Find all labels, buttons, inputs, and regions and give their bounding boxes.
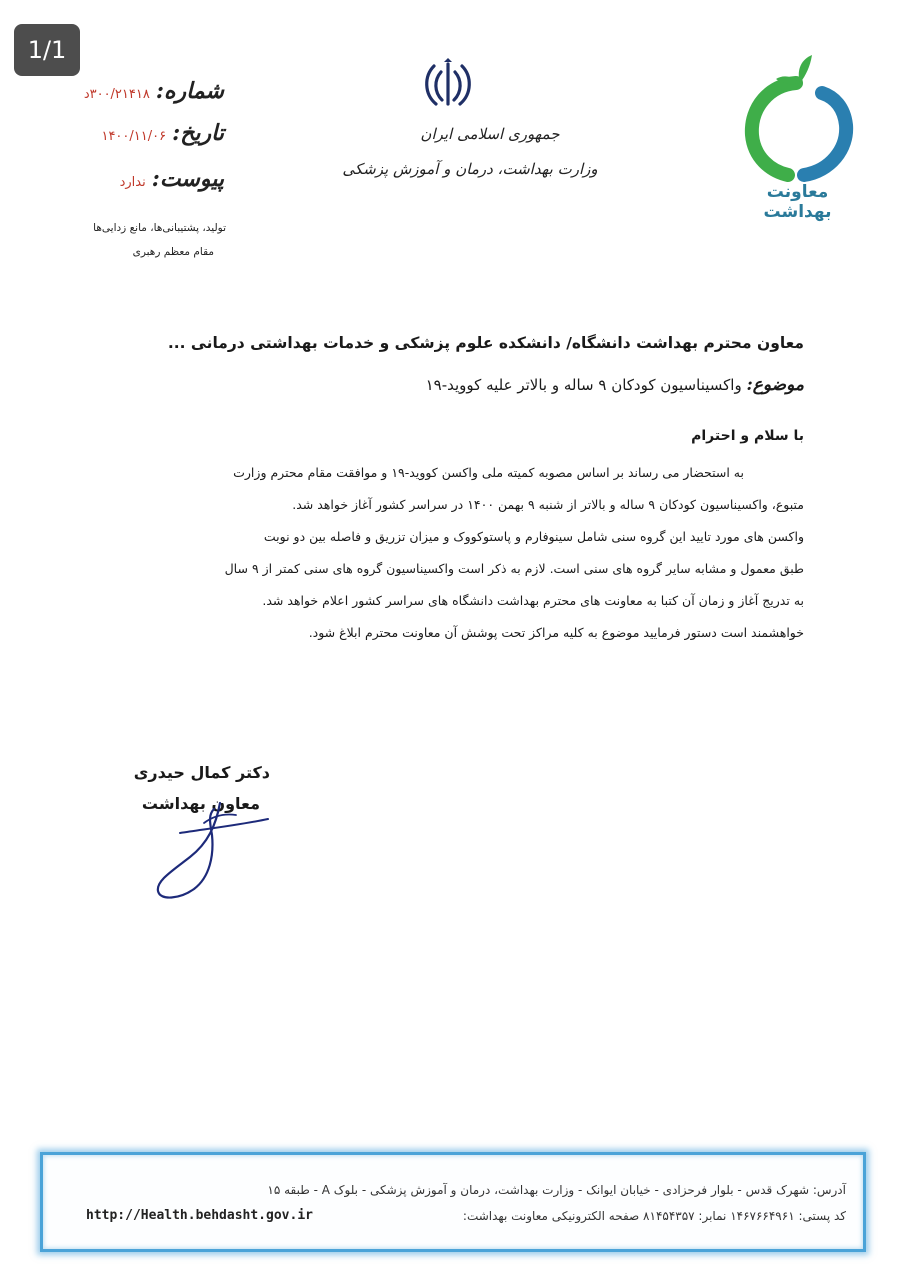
date-label: تاریخ: (172, 120, 224, 146)
number-value: ۳۰۰/۲۱۴۱۸د (83, 87, 150, 102)
footer-contact: کد پستی: ۱۴۶۷۶۶۴۹۶۱ نمابر: ۸۱۴۵۴۳۵۷ صفحه الکترونیکی معاونت بهداشت: (462, 1209, 846, 1223)
number-label: شماره: (155, 78, 224, 104)
greeting: با سلام و احترام (691, 428, 804, 444)
motto-line-2: مقام معظم رهبری (132, 246, 214, 258)
subject-text: واکسیناسیون کودکان ۹ ساله و بالاتر علیه کووید-۱۹ (425, 376, 742, 394)
recipient-line: معاون محترم بهداشت دانشگاه/ دانشکده علوم پزشکی و خدمات بهداشتی درمانی ... (167, 334, 804, 352)
letter-body (104, 457, 804, 649)
footer-address: آدرس: شهرک قدس - بلوار فرحزادی - خیابان ایوانک - وزارت بهداشت، درمان و آموزش پزشکی - بلوک A - طبقه ۱۵ (267, 1183, 846, 1197)
motto-line-1: تولید، پشتیبانی‌ها، مانع زدایی‌ها (93, 222, 226, 234)
attachment-value: ندارد (119, 175, 146, 190)
republic-title: جمهوری اسلامی ایران (420, 125, 560, 143)
letter-number-row (64, 78, 224, 110)
page-counter: 1/1 (14, 24, 80, 76)
body-line: طبق معمول و مشابه سایر گروه های سنی است. لازم به ذکر است واکسیناسیون گروه های سنی کمتر از ۹ سال (224, 561, 804, 576)
body-line: به تدریج آغاز و زمان آن کتبا به معاونت های محترم بهداشت دانشگاه های سراسر کشور اعلام خواهد شد. (262, 593, 804, 608)
footer-box (40, 1152, 866, 1252)
body-line: واکسن های مورد تایید این گروه سنی شامل سینوفارم و پاستوکووک و میزان تزریق و فاصله بین دو نوبت (263, 529, 804, 544)
date-value: ۱۴۰۰/۱۱/۰۶ (101, 129, 167, 144)
body-line: متبوع، واکسیناسیون کودکان ۹ ساله و بالاتر از شنبه ۹ بهمن ۱۴۰۰ در سراسر کشور آغاز خواهد شد. (292, 497, 804, 512)
iran-emblem-icon (420, 58, 476, 112)
ministry-title: وزارت بهداشت، درمان و آموزش پزشکی (342, 160, 598, 178)
body-line: به استحضار می رساند بر اساس مصوبه کمیته ملی واکسن کووید-۱۹ و موافقت مقام محترم وزارت (233, 465, 744, 480)
attachment-row (64, 166, 224, 198)
handwritten-signature-icon (150, 795, 280, 905)
logo-caption: معاونت بهداشت (763, 182, 832, 222)
subject-line (164, 375, 804, 395)
letter-date-row (64, 120, 224, 152)
body-line: خواهشمند است دستور فرمایید موضوع به کلیه مراکز تحت پوشش آن معاونت محترم ابلاغ شود. (308, 625, 804, 640)
attachment-label: پیوست: (151, 166, 224, 192)
footer-url[interactable]: http://Health.behdasht.gov.ir (86, 1208, 313, 1223)
signer-title: معاون بهداشت (141, 794, 260, 813)
subject-label: موضوع: (746, 375, 804, 395)
signer-name: دکتر کمال حیدری (133, 763, 270, 782)
